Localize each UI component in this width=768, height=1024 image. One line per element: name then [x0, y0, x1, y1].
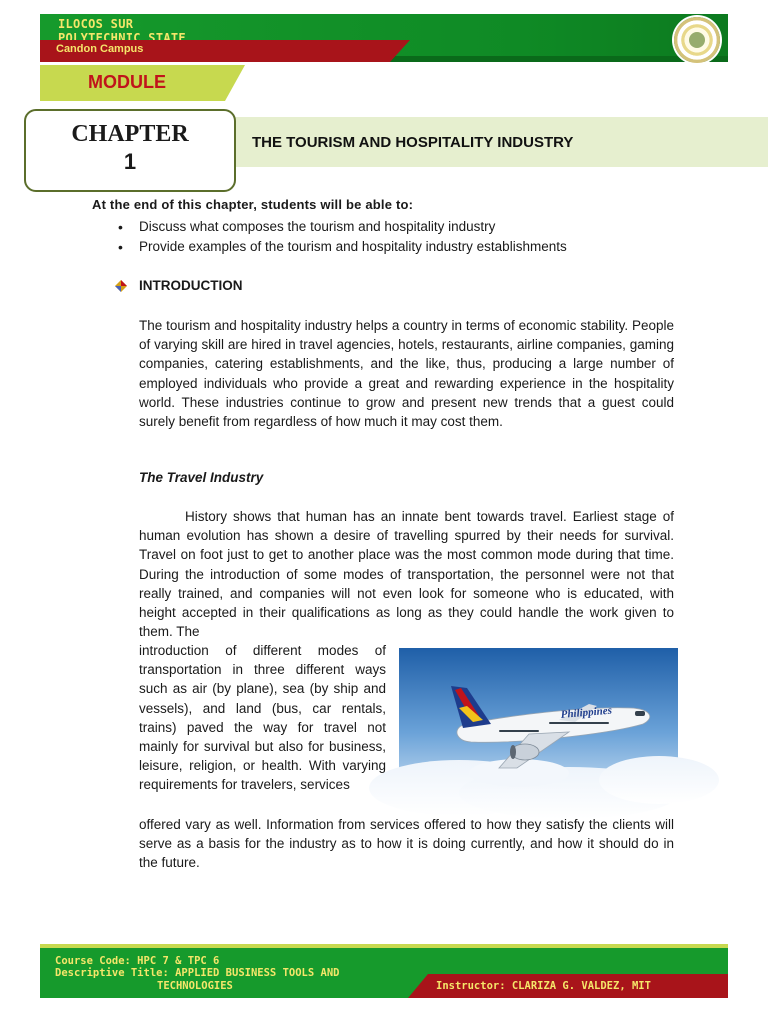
chapter-box: [24, 109, 236, 192]
objectives-heading: At the end of this chapter, students will be able to:: [92, 197, 414, 212]
travel-paragraph-a: [139, 507, 674, 641]
chapter-number: 1: [123, 149, 137, 174]
school-name: [58, 17, 186, 37]
travel-paragraph-c: offered vary as well. Information from services offered to how they satisfy the clients will serve as a basis for the industry as to how it is doing currently, and how it should do in the future.: [139, 817, 674, 871]
school-seal-icon: [674, 17, 720, 63]
school-name-line1: ILOCOS SUR: [58, 17, 134, 31]
airplane-image: [399, 648, 678, 801]
chapter-title: THE TOURISM AND HOSPITALITY INDUSTRY: [252, 134, 574, 151]
diamond-bullet-icon: [115, 280, 127, 292]
school-name-line2: [58, 31, 186, 37]
objective-item: • Provide examples of the tourism and hospitality industry establishments: [118, 238, 567, 258]
introduction-heading: INTRODUCTION: [139, 278, 243, 293]
introduction-paragraph: The tourism and hospitality industry helps a country in terms of economic stability. People of varying skill are hired in travel agencies, hotels, restaurants, airline companies, gaming companies, catering establishments, and the like, thus, producing a large number of employed individuals who provide a great and rewarding experience in the hospitality world. These industries continue to grow and present new trends that a guest could surely benefit from regardless of how much it may cost them.: [139, 318, 674, 430]
airline-name: Philippines: [560, 704, 613, 721]
descriptive-title: Descriptive Title: APPLIED BUSINESS TOOLS AND: [55, 967, 340, 979]
travel-paragraph-b: introduction of different modes of transportation in three different ways such as air (by plane), sea (by ship and vessels), and land (bus, car rentals, trains) paved the way for travel not mainly for survival but also for business, leisure, religion, or health. With varying requirements for travelers, services: [139, 643, 386, 793]
module-label: MODULE: [88, 72, 166, 92]
objective-item: • Discuss what composes the tourism and hospitality industry: [118, 218, 567, 238]
objectives-list: [118, 218, 567, 258]
travel-industry-heading: The Travel Industry: [139, 470, 264, 485]
descriptive-title-cont: TECHNOLOGIES: [157, 980, 233, 992]
travel-paragraph-a-text: History shows that human has an innate bent towards travel. Earliest stage of human evolution has shown a desire of travelling spurred by their needs for survival. Travel on foot just to get to another place was the most common mode during that time. During the introduction of some modes of transportation, the personnel were not that really trained, and companies will not even look for someone who is educated, with height accepted in their qualifications as long as they could handle the work given to them. The: [139, 509, 674, 640]
chapter-word: CHAPTER: [71, 121, 189, 147]
course-code: Course Code: HPC 7 & TPC 6: [55, 955, 220, 967]
instructor: Instructor: CLARIZA G. VALDEZ, MIT: [436, 980, 651, 992]
campus-name: Candon Campus: [56, 43, 144, 55]
